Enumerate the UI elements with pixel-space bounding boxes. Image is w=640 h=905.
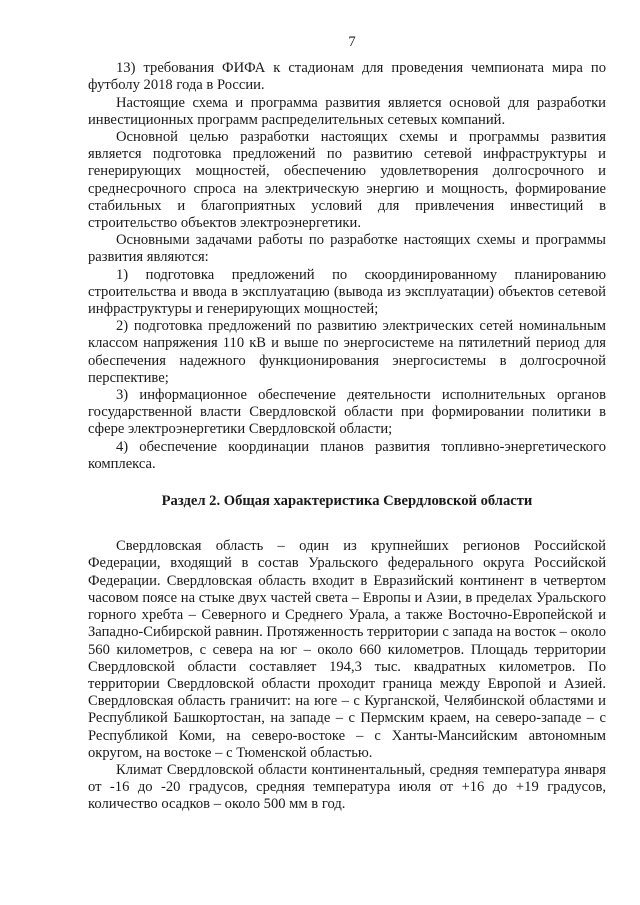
paragraph-climate: Климат Свердловской области континентальный, средняя температура января от -16 до -20 градусов, средняя температура июля от +16 до +19 градусов, количество осадков – около 500 мм в год.: [88, 761, 606, 813]
page-number: 7: [348, 34, 356, 50]
list-item-task-3: 3) информационное обеспечение деятельности исполнительных органов государственной власти Свердловской области при формировании политики в сфере электроэнергетики Свердловской области;: [88, 387, 606, 438]
paragraph-fifa-requirements: 13) требования ФИФА к стадионам для проведения чемпионата мира по футболу 2018 года в России.: [88, 60, 606, 94]
paragraph-tasks-intro: Основными задачами работы по разработке настоящих схемы и программы развития являются:: [88, 232, 606, 266]
list-item-task-4: 4) обеспечение координации планов развития топливно-энергетического комплекса.: [88, 438, 606, 472]
list-item-task-1: 1) подготовка предложений по скоординированному планированию строительства и ввода в эксплуатацию (вывода из эксплуатации) объектов сетевой инфраструктуры и генерирующих мощностей;: [88, 266, 606, 318]
paragraph-basis: Настоящие схема и программа развития является основой для разработки инвестиционных программ распределительных сетевых компаний.: [88, 94, 606, 128]
list-item-task-2: 2) подготовка предложений по развитию электрических сетей номинальным классом напряжения 110 кВ и выше по энергосистеме на пятилетний период для обеспечения надежного функционирования энергосистемы в долгосрочной перспективе;: [88, 318, 606, 386]
paragraph-region-description: Свердловская область – один из крупнейших регионов Российской Федерации, входящий в состав Уральского федерального округа Российской Федерации. Свердловская область входит в Евразийский континент в четвертом часовом поясе на стыке двух частей света – Европы и Азии, в пределах Уральского горного хребта – Северного и Среднего Урала, а также Восточно-Европейской и Западно-Сибирской равнин. Протяженность территории с запада на восток – около 560 километров, с севера на юг – около 660 километров. Площадь территории Свердловской области составляет 194,3 тыс. квадратных километров. По территории Свердловской области проходит граница между Европой и Азией. Свердловская область граничит: на юге – с Курганской, Челябинской областями и Республикой Башкортостан, на западе – с Пермским краем, на северо-западе – с Республикой Коми, на северо-востоке – с Ханты-Мансийским автономным округом, на востоке – с Тюменской областью.: [88, 538, 606, 761]
section-heading: Раздел 2. Общая характеристика Свердловской области: [161, 493, 533, 510]
paragraph-goal: Основной целью разработки настоящих схемы и программы развития является подготовка предложений по развитию сетевой инфраструктуры и генерирующих мощностей, обеспечению удовлетворения долгосрочного и среднесрочного спроса на электрическую энергию и мощность, формирование стабильных и благоприятных условий для привлечения инвестиций в строительство объектов электроэнергетики.: [88, 129, 606, 232]
